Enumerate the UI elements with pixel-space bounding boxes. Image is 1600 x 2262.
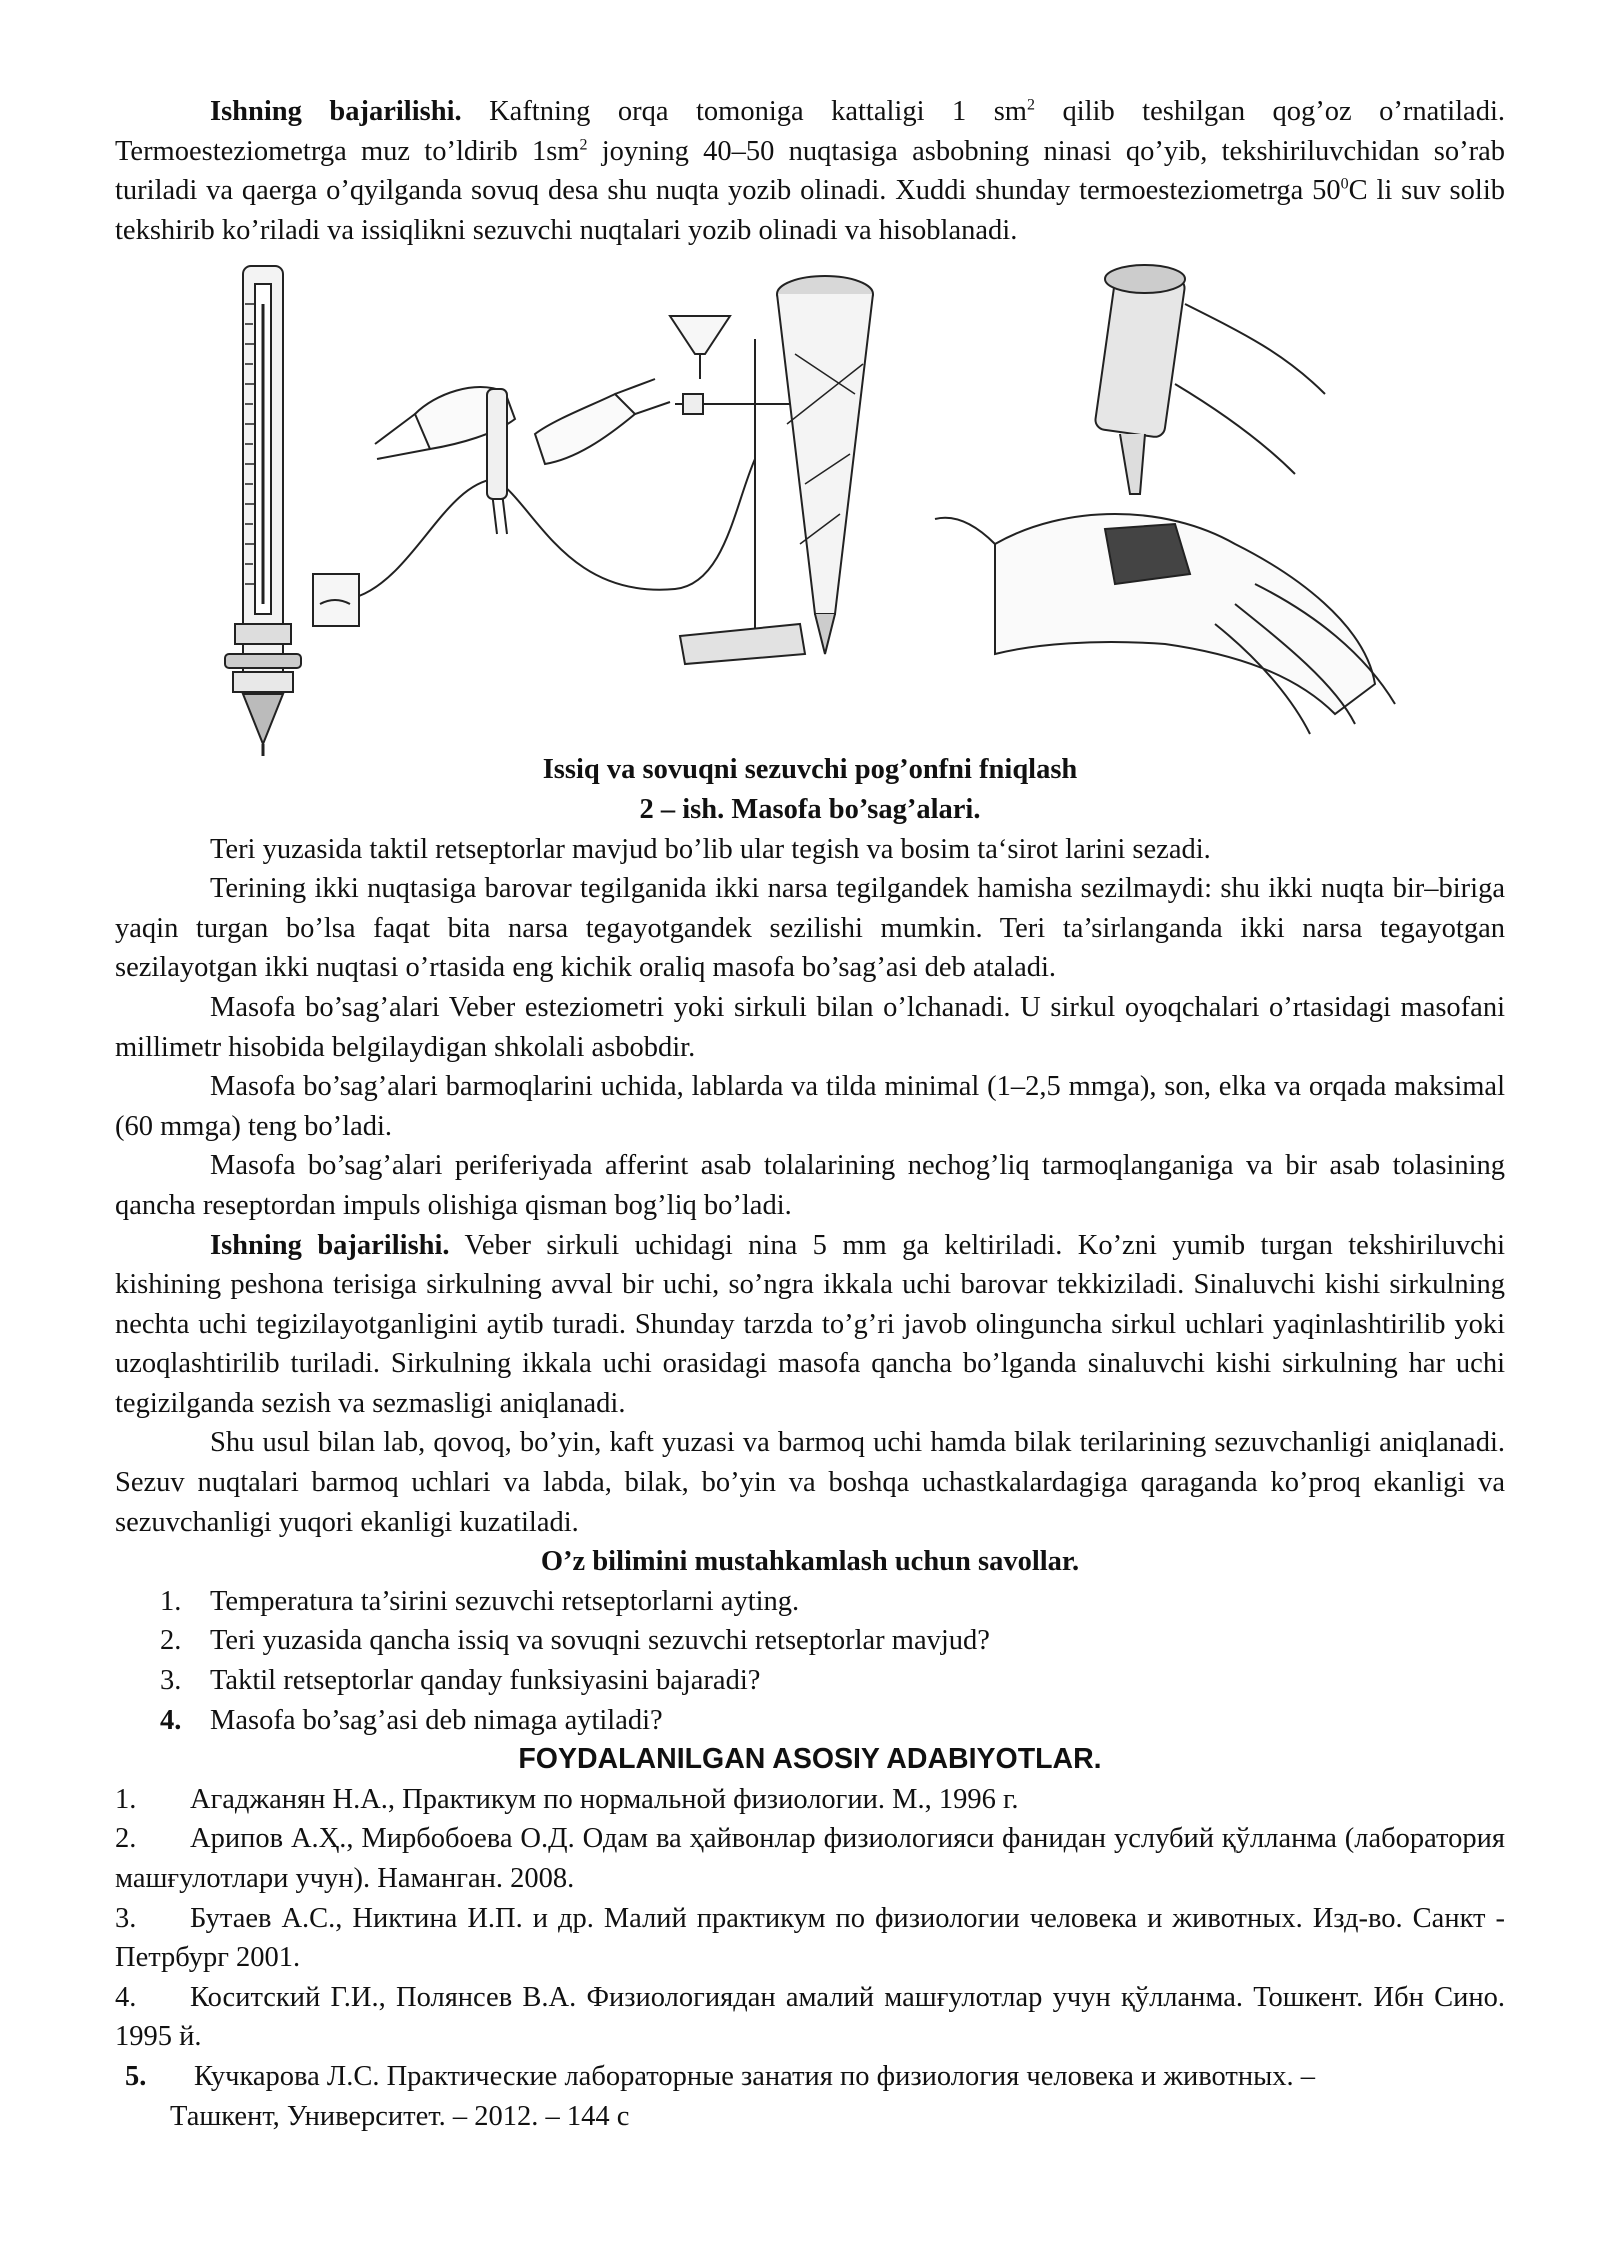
figure-illustration [115,244,1415,764]
question-item: 2. Teri yuzasida qancha issiq va sovuqni sezuvchi retseptorlar mavjud? [160,1625,990,1657]
thermoesthesiometer-illustration [225,266,301,756]
section2-paragraph-5: Masofa bo’sag’alari periferiyada afferint asab tolalarining nechog’liq tarmoqlanganiga va bir asab tolasining qancha reseptordan impuls olishiga qisman bog’liq bo’ladi. [115,1150,1505,1221]
section2-paragraph-6: Ishning bajarilishi. Veber sirkuli uchidagi nina 5 mm ga keltiriladi. Ko’zni yumib turgan tekshiriluvchi kishining peshona terisiga sirkulning avval bir uchi, so’ngra ikkala uchi barovar tekkiziladi. Sinaluvchi kishi sirkulning nechta uchi tegizilayotganligini aytib turadi. Shunday tarzda to’g’ri javob olinguncha sirkul uchlari yaqinlashtirilib yoki uzoqlashtirilib turiladi. Sirkulning ikkala uchi orasidagi masofa qancha bo’lganda sinaluvchi kishi sirkulning har uchi tegizilganda sezish va sezmasligi aniqlanadi. [115,1229,1505,1419]
hands-illustration [375,379,670,499]
funnel-stand-illustration [670,316,805,664]
question-item: 4. Masofa bo’sag’asi deb nimaga aytiladi? [160,1704,663,1736]
question-item: 1. Temperatura ta’sirini sezuvchi retseptorlarni ayting. [160,1585,800,1617]
section2-paragraph-7: Shu usul bilan lab, qovoq, bo’yin, kaft yuzasi va barmoq uchi hamda bilak terilarining sezuvchanligi aniqlanadi. Sezuv nuqtalari barmoq uchlari va labda, bilak, bo’yin va boshqa uchastkalardagiga qaraganda ko’proq ekanligi va sezuvchanligi yuqori ekanligi kuzatiladi. [115,1427,1505,1538]
reference-item: 4. Коситский Г.И., Полянсев В.А. Физиологиядан амалий машғулотлар учун қўлланма. Тошкент. Ибн Сино. 1995 й. [115,1981,1505,2053]
beaker-and-tubing-illustration [313,459,755,626]
references-list [115,1780,1505,2136]
reference-item: 1. Агаджанян Н.А., Практикум по нормальной физиологии. М., 1996 г. [115,1783,1019,1815]
references-heading: FOYDALANILGAN ASOSIY ADABIYOTLAR. [518,1743,1102,1776]
intro-lead: Ishning bajarilishi. [210,96,462,127]
conical-esthesiometer-illustration [777,276,873,654]
procedure-lead: Ishning bajarilishi. [210,1229,450,1261]
reference-item: 5. Кучкарова Л.С. Практические лабораторные занатия по физиология человека и животных. – Ташкент, Университет. – 2012. – 144 с [125,2060,1316,2132]
section2-paragraph-2: Terining ikki nuqtasiga barovar tegilganida ikki narsa tegilgandek hamisha sezilmaydi: shu ikki nuqta bir–biriga yaqin turgan bo’lsa faqat bita narsa tegayotgandek sezilishi mumkin. Teri ta’sirlanganda ikki narsa tegayotgan sezilayotgan ikki nuqtasi o’rtasida eng kichik oraliq masofa bo’sag’asi deb ataladi. [115,873,1505,984]
hand-with-device-illustration [935,265,1395,734]
thermoesthesiometer-figure [115,250,1505,750]
section2-paragraph-4: Masofa bo’sag’alari barmoqlarini uchida, lablarda va tilda minimal (1–2,5 mmga), son, elka va orqada maksimal (60 mmga) teng bo’ladi. [115,1071,1505,1142]
question-item: 3. Taktil retseptorlar qanday funksiyasini bajaradi? [160,1665,761,1697]
reference-item: 3. Бутаев А.С., Никтина И.П. и др. Малий практикум по физиологии человека и животных. Изд-во. Санкт - Петрбург 2001. [115,1902,1505,1974]
reference-item: 2. Арипов А.Ҳ., Мирбобоева О.Д. Одам ва ҳайвонлар физиологияси фанидан услубий қўлланма (лаборатория машғулотлари учун). Наманган. 2008. [115,1823,1505,1894]
section2-heading: 2 – ish. Masofa bo’sag’alari. [639,793,981,825]
figure-caption: Issiq va sovuqni sezuvchi pog’onfni fniqlash [542,754,1078,786]
questions-list [115,1582,1505,1740]
intro-paragraph: Ishning bajarilishi. Kaftning orqa tomoniga kattaligi 1 $sm^2$ qilib teshilgan qog’oz o’rnatiladi. Termoesteziometrga muz to’ldirib $1sm^2$ joyning 40–50 nuqtasiga asbobning ninasi qo’yib, tekshiriluvchidan so’rab turiladi va qaerga o’qyilganda sovuq desa shu nuqta yozib olinadi. Xuddi shunday termoesteziometrga $50^0C$ li suv solib tekshirib ko’riladi va issiqlikni sezuvchi nuqtalari yozib olinadi va hisoblanadi. [115,96,1505,246]
section2-paragraph-1: Teri yuzasida taktil retseptorlar mavjud bo’lib ular tegish va bosim ta‘sirot larini sezadi. [210,833,1211,865]
questions-heading: O’z bilimini mustahkamlash uchun savollar. [540,1546,1080,1578]
section2-paragraph-3: Masofa bo’sag’alari Veber esteziometri yoki sirkuli bilan o’lchanadi. U sirkul oyoqchalari o’rtasidagi masofani millimetr hisobida belgilaydigan shkolali asbobdir. [115,991,1505,1063]
